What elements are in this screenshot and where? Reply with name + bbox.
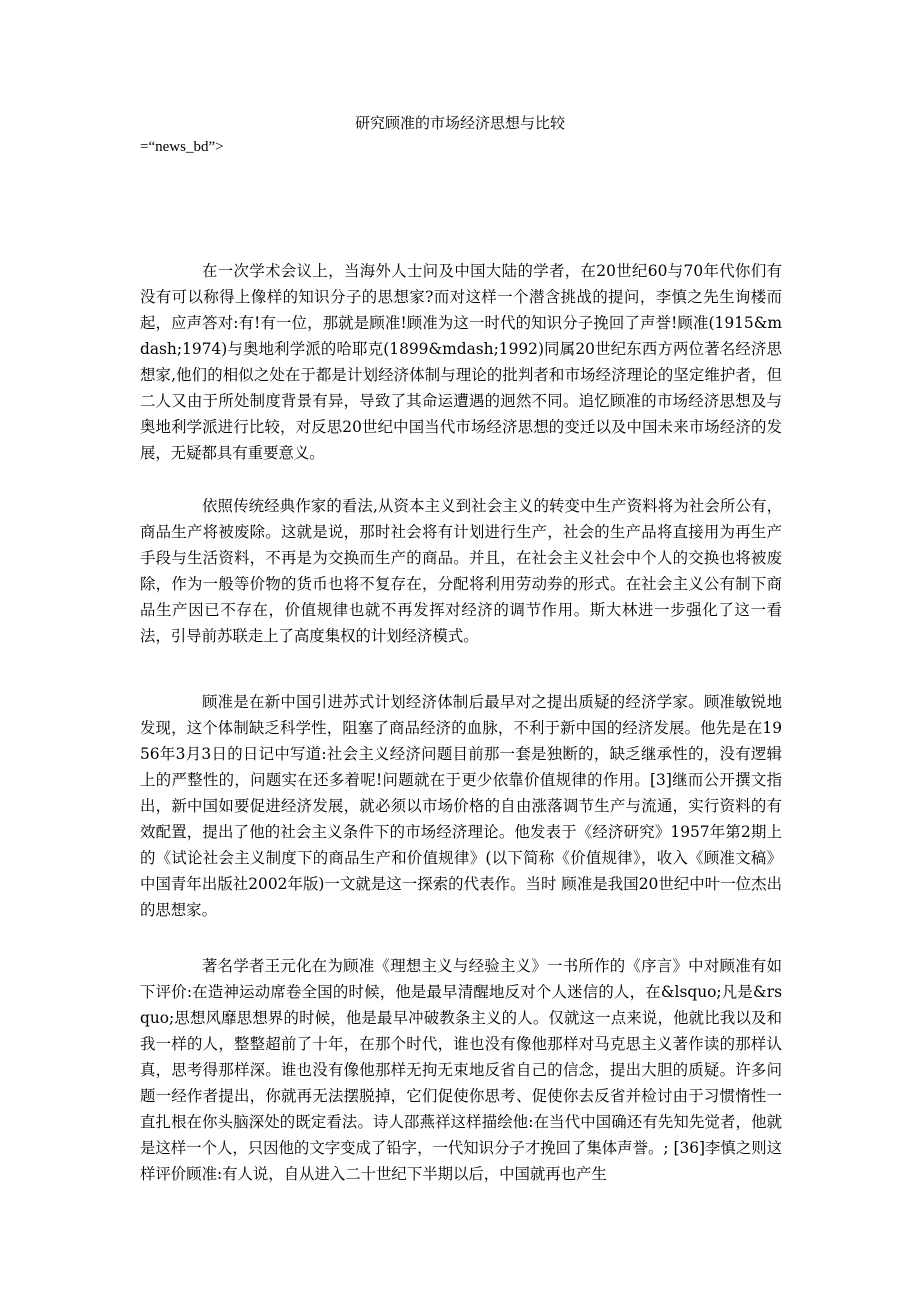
document-title: 研究顾准的市场经济思想与比较 <box>354 114 565 132</box>
paragraph-2: 依照传统经典作家的看法,从资本主义到社会主义的转变中生产资料将为社会所公有，商品生产将被废除。这就是说，那时社会将有计划进行生产，社会的生产品将直接用为再生产手段与生活资料，不再是为交换而生产的商品。并且，在社会主义社会中个人的交换也将被废除，作为一般等价物的货币也将不复存在，分配将利用劳动券的形式。在社会主义公有制下商品生产因已不存在，价值规律也就不再发挥对经济的调节作用。斯大林进一步强化了这一看法，引导前苏联走上了高度集权的计划经济模式。 <box>140 497 782 645</box>
paragraph-4: 著名学者王元化在为顾准《理想主义与经验主义》一书所作的《序言》中对顾准有如下评价:在造神运动席卷全国的时候，他是最早清醒地反对个人迷信的人，在&lsquo;凡是&rsquo;思想风靡思想界的时候，他是最早冲破教条主义的人。仅就这一点来说，他就比我以及和我一样的人，整整超前了十年，在那个时代，谁也没有像他那样对马克思主义著作读的那样认真，思考得那样深。谁也没有像他那样无拘无束地反省自己的信念，提出大胆的质疑。许多问题一经作者提出，你就再无法摆脱掉，它们促使你思考、促使你去反省并检讨由于习惯惰性一直扎根在你头脑深处的既定看法。诗人邵燕祥这样描绘他:在当代中国确还有先知先觉者，他就是这样一个人，只因他的文字变成了铅字，一代知识分子才挽回了集体声誉。; [36]李慎之则这样评价顾准:有人说，自从进入二十世纪下半期以后，中国就再也产生 <box>140 957 782 1183</box>
paragraph-1: 在一次学术会议上，当海外人士问及中国大陆的学者，在20世纪60与70年代你们有没有可以称得上像样的知识分子的思想家?而对这样一个潜含挑战的提问，李慎之先生询楼而起，应声答对:有!有一位，那就是顾准!顾准为这一时代的知识分子挽回了声誉!顾准(1915&mdash;1974)与奥地利学派的哈耶克(1899&mdash;1992)同属20世纪东西方两位著名经济思想家,他们的相似之处在于都是计划经济体制与理论的批判者和市场经济理论的坚定维护者，但二人又由于所处制度背景有异，导致了其命运遭遇的迥然不同。追忆顾准的市场经济思想及与奥地利学派进行比较，对反思20世纪中国当代市场经济思想的变迁以及中国未来市场经济的发展，无疑都具有重要意义。 <box>140 262 782 462</box>
paragraph-3: 顾准是在新中国引进苏式计划经济体制后最早对之提出质疑的经济学家。顾准敏锐地发现，这个体制缺乏科学性，阻塞了商品经济的血脉，不利于新中国的经济发展。他先是在1956年3月3日的日记中写道:社会主义经济问题目前那一套是独断的，缺乏继承性的，没有逻辑上的严整性的，问题实在还多着呢!问题就在于更少依靠价值规律的作用。[3]继而公开撰文指出，新中国如要促进经济发展，就必须以市场价格的自由涨落调节生产与流通，实行资料的有效配置，提出了他的社会主义条件下的市场经济理论。他发表于《经济研究》1957年第2期上的《试论社会主义制度下的商品生产和价值规律》(以下简称《价值规律》，收入《顾准文稿》中国青年出版社2002年版)一文就是这一探索的代表作。当时 顾准是我国20世纪中叶一位杰出的思想家。 <box>140 693 782 919</box>
stray-markup-text: =“news_bd”> <box>140 139 224 155</box>
